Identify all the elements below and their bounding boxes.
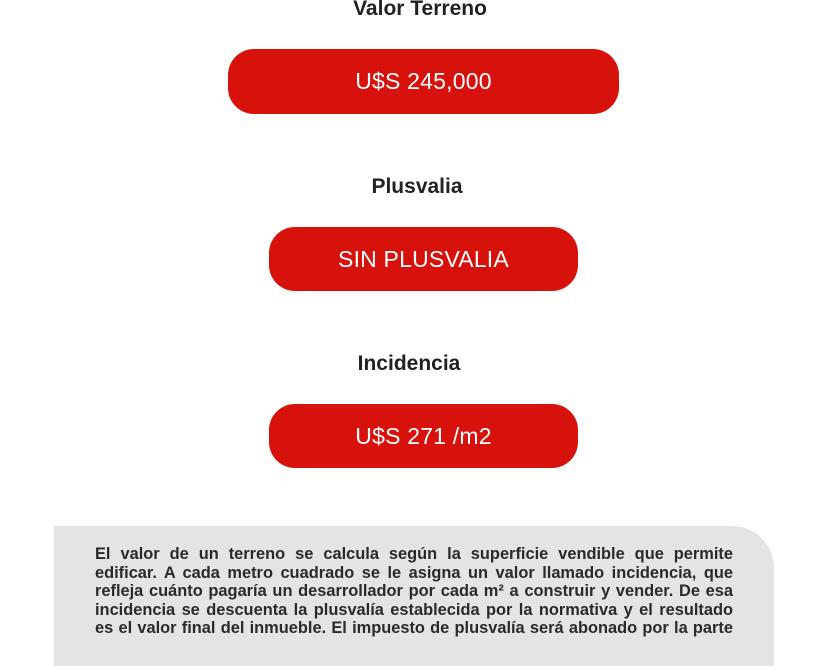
info-line: es el valor final del inmueble. El impuesto de plusvalía será abonado por la parte [95, 619, 733, 637]
plusvalia-value: SIN PLUSVALIA [269, 227, 578, 291]
plusvalia-heading: Plusvalia [371, 175, 463, 198]
incidencia-heading: Incidencia [357, 352, 461, 375]
valor-terreno-heading: Valor Terreno [353, 0, 487, 20]
info-line: El valor de un terreno se calcula según la superficie vendible que permite [95, 545, 733, 563]
info-line: refleja cuánto pagaría un desarrollador por cada m² a construir y vender. De esa [95, 582, 733, 600]
info-paragraph [95, 545, 733, 638]
info-line: incidencia se descuenta la plusvalía establecida por la normativa y el resultado [95, 600, 733, 619]
info-line: edificar. A cada metro cuadrado se le asigna un valor llamado incidencia, que [95, 563, 733, 582]
valor-terreno-value: U$S 245,000 [228, 49, 619, 114]
incidencia-value: U$S 271 /m2 [269, 404, 578, 468]
